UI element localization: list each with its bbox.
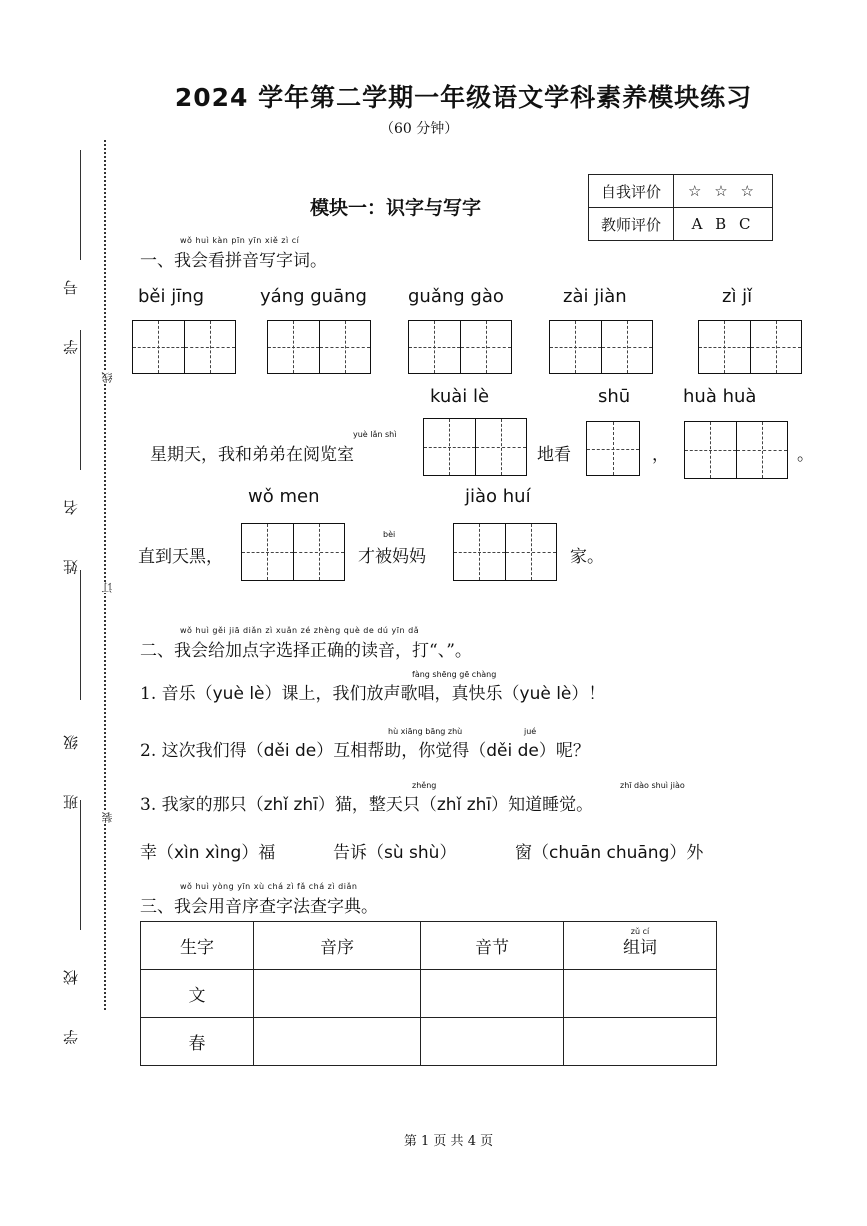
section1-title: 一、我会看拼音写字词。 [140, 251, 327, 271]
duration: （60 分钟） [380, 121, 459, 137]
q4-w2-text-c: ） [439, 843, 457, 863]
q4-w1-text-c: ）福 [241, 843, 276, 863]
q4-w1-options[interactable]: xìn xìng [174, 843, 242, 863]
question-2 [140, 736, 590, 761]
q1-option-1[interactable]: yuè lè [212, 684, 265, 704]
word5-grid[interactable] [698, 320, 802, 374]
header-word-pinyin: zǔ cí [630, 927, 650, 936]
word2-pinyin: yáng guāng [260, 286, 367, 307]
q3-annotation-1: zhěng [412, 781, 437, 790]
q2-annotation-1: hù xiāng bāng zhù [388, 727, 463, 736]
student-id-label: 学 号 [62, 260, 80, 355]
row-initial-cell[interactable] [254, 970, 421, 1018]
class-label: 班 级 [62, 715, 80, 810]
question-1 [140, 679, 605, 704]
row-character: 文 [141, 970, 254, 1018]
name-line [80, 330, 81, 470]
sentence2-part1: 直到天黑， [138, 547, 223, 567]
section1-pinyin: wǒ huì kàn pīn yīn xiě zì cí [180, 236, 300, 245]
self-eval-stars[interactable]: ☆ ☆ ☆ [674, 175, 773, 208]
huahua-grid[interactable] [684, 421, 788, 479]
q1-text-a: 1. 音乐（ [140, 684, 213, 704]
row-syllable-cell[interactable] [421, 970, 564, 1018]
question-4-word-1 [140, 838, 275, 863]
q4-w1-text-a: 幸（ [140, 843, 174, 863]
header-syllable: 音节 [421, 922, 564, 970]
row-character: 春 [141, 1018, 254, 1066]
row-word-cell[interactable] [564, 1018, 717, 1066]
sentence1-part2: 地看 [537, 445, 571, 465]
word3-pinyin: guǎng gào [408, 286, 504, 307]
sentence1-part4: 。 [797, 445, 814, 465]
q2-annotation-2: jué [524, 727, 537, 736]
q4-w3-options[interactable]: chuān chuāng [549, 843, 670, 863]
q4-w3-text-a: 窗（ [515, 843, 549, 863]
q2-text-e: ）呢？ [538, 741, 590, 761]
q3-annotation-2: zhī dào shuì jiào [620, 781, 685, 790]
q4-w2-text-a: 告诉（ [333, 843, 384, 863]
q1-option-2[interactable]: yuè lè [519, 684, 572, 704]
jiaohui-grid[interactable] [453, 523, 557, 581]
question-4-word-2 [333, 838, 456, 863]
bei-pinyin: bèi [383, 530, 396, 539]
binding-mark-xian: 线 [101, 372, 114, 383]
word5-pinyin: zì jǐ [722, 286, 753, 307]
evaluation-table [588, 174, 773, 241]
q4-w3-text-c: ）外 [669, 843, 704, 863]
word2-grid[interactable] [267, 320, 371, 374]
question-4-word-3 [515, 838, 703, 863]
q2-option-1[interactable]: děi de [263, 741, 317, 761]
q1-annotation: fàng shēng gē chàng [412, 670, 497, 679]
word4-grid[interactable] [549, 320, 653, 374]
q3-text-e: ）知道睡觉。 [491, 795, 594, 815]
q2-option-2[interactable]: děi de [486, 741, 539, 761]
header-word-label: 组词 [623, 938, 657, 958]
jiaohui-pinyin: jiào huí [465, 486, 531, 507]
binding-mark-zhuang: 装 [101, 812, 114, 823]
q3-option-2[interactable]: zhǐ zhī [436, 795, 492, 815]
q2-text-c: ）互相帮助，你觉得（ [316, 741, 487, 761]
binding-dotted-line [104, 140, 106, 1010]
row-initial-cell[interactable] [254, 1018, 421, 1066]
women-pinyin: wǒ men [248, 486, 320, 507]
teacher-eval-label: 教师评价 [589, 208, 674, 241]
q1-text-e: ）！ [571, 684, 606, 704]
word3-grid[interactable] [408, 320, 512, 374]
q4-w2-options[interactable]: sù shù [384, 843, 440, 863]
section3-pinyin: wǒ huì yòng yīn xù chá zì fǎ chá zì diǎn [180, 882, 358, 891]
sentence1-part3: ， [652, 445, 669, 465]
row-word-cell[interactable] [564, 970, 717, 1018]
sentence2-part2: 才被妈妈 [358, 547, 426, 567]
module-title: 模块一：识字与写字 [310, 197, 482, 219]
shu-pinyin: shū [598, 386, 631, 407]
teacher-eval-grades[interactable]: A B C [674, 208, 773, 241]
section2-pinyin: wǒ huì gěi jiā diǎn zì xuǎn zé zhèng què de dú yīn dǎ [180, 626, 420, 635]
huahua-pinyin: huà huà [683, 386, 757, 407]
word4-pinyin: zài jiàn [563, 286, 627, 307]
section2-title: 二、我会给加点字选择正确的读音，打“、”。 [140, 641, 472, 661]
q2-text-a: 2. 这次我们得（ [140, 741, 264, 761]
word1-pinyin: běi jīng [138, 286, 205, 307]
word1-grid[interactable] [132, 320, 236, 374]
section3-title: 三、我会用音序查字法查字典。 [140, 897, 378, 917]
header-word [564, 922, 717, 970]
school-line [80, 800, 81, 930]
student-id-line [80, 150, 81, 260]
shu-grid[interactable] [586, 421, 640, 476]
self-eval-label: 自我评价 [589, 175, 674, 208]
class-line [80, 570, 81, 700]
kuaile-grid[interactable] [423, 418, 527, 476]
sentence1-part1: 星期天，我和弟弟在阅览室 [150, 445, 354, 465]
sentence2-part3: 家。 [570, 547, 604, 567]
kuaile-pinyin: kuài lè [430, 386, 490, 407]
yuelanshi-pinyin: yuè lǎn shì [353, 430, 397, 439]
dictionary-table [140, 921, 717, 1066]
school-label: 学 校 [62, 950, 80, 1045]
page-title: 2024 学年第二学期一年级语文学科素养模块练习 [174, 83, 753, 112]
question-3 [140, 790, 593, 815]
page-footer: 第 1 页 共 4 页 [403, 1134, 494, 1149]
header-initial: 音序 [254, 922, 421, 970]
q1-text-c: ）课上，我们放声歌唱，真快乐（ [264, 684, 520, 704]
row-syllable-cell[interactable] [421, 1018, 564, 1066]
q3-text-a: 3. 我家的那只（ [140, 795, 264, 815]
q3-option-1[interactable]: zhǐ zhī [263, 795, 318, 815]
header-character: 生字 [141, 922, 254, 970]
binding-mark-ding: 订 [101, 582, 114, 593]
women-grid[interactable] [241, 523, 345, 581]
name-label: 姓 名 [62, 480, 80, 575]
q3-text-c: ）猫，整天只（ [317, 795, 437, 815]
